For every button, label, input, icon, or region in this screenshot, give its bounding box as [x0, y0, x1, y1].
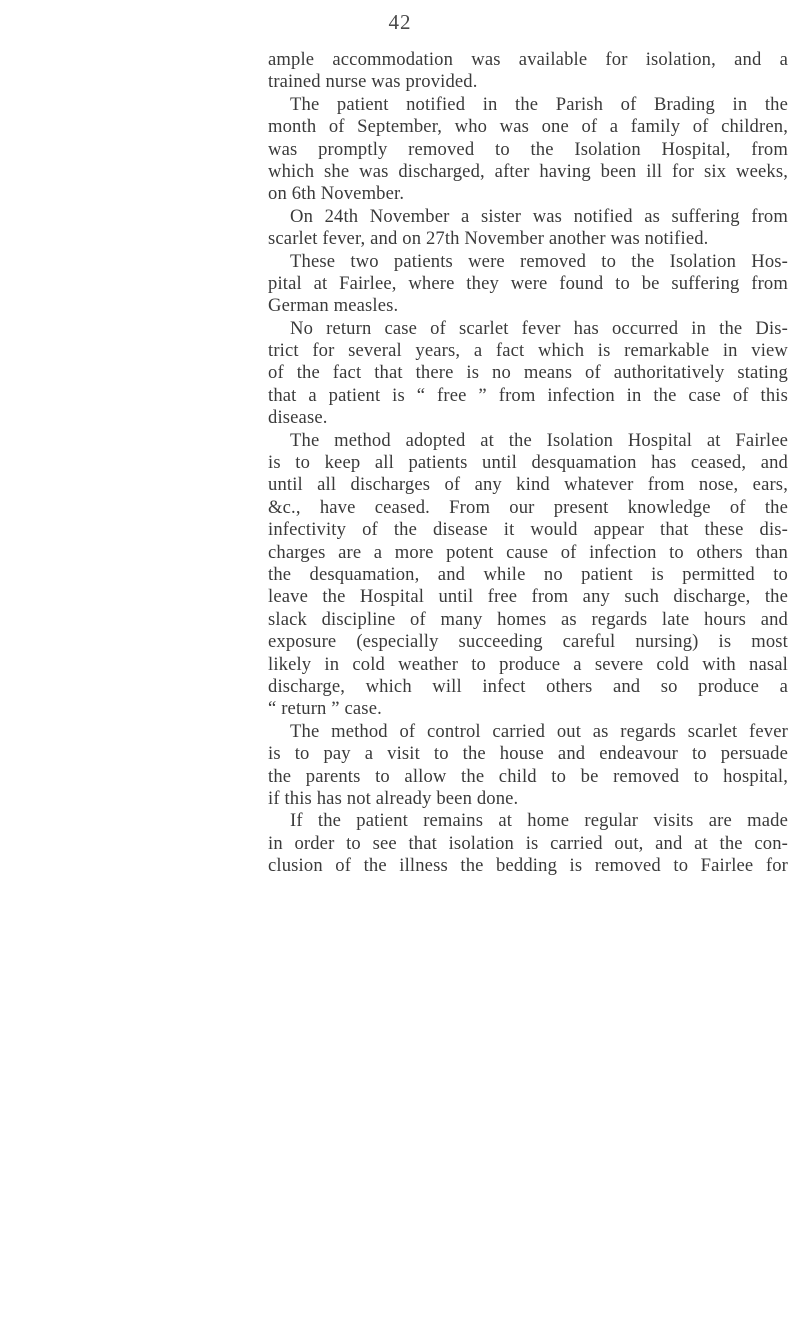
- text-line: charges are a more potent cause of infection to others than: [268, 541, 788, 563]
- text-line: of the fact that there is no means of authoritatively stating: [268, 362, 788, 384]
- text-line: The method adopted at the Isolation Hospital at Fairlee: [290, 429, 788, 451]
- text-line: “ return ” case.: [268, 698, 382, 720]
- text-line: German measles.: [268, 295, 399, 317]
- text-line: trained nurse was provided.: [268, 71, 478, 93]
- text-line: exposure (especially succeeding careful nursing) is most: [268, 631, 788, 653]
- text-line: The patient notified in the Parish of Brading in the: [290, 93, 788, 115]
- text-line: is to keep all patients until desquamation has ceased, and: [268, 452, 788, 474]
- text-line: clusion of the illness the bedding is removed to Fairlee for: [268, 855, 788, 877]
- text-line: If the patient remains at home regular visits are made: [290, 810, 788, 832]
- text-line: trict for several years, a fact which is remarkable in view: [268, 340, 788, 362]
- text-line: These two patients were removed to the Isolation Hos-: [290, 250, 788, 272]
- text-line: No return case of scarlet fever has occurred in the Dis-: [290, 317, 788, 339]
- text-line: was promptly removed to the Isolation Hospital, from: [268, 138, 788, 160]
- text-line: which she was discharged, after having been ill for six weeks,: [268, 160, 788, 182]
- text-line: the desquamation, and while no patient is permitted to: [268, 563, 788, 585]
- body-text: [268, 49, 788, 877]
- text-line: likely in cold weather to produce a severe cold with nasal: [268, 653, 788, 675]
- text-line: discharge, which will infect others and so produce a: [268, 675, 788, 697]
- text-line: ample accommodation was available for isolation, and a: [268, 49, 788, 70]
- text-line: is to pay a visit to the house and endeavour to persuade: [268, 743, 788, 765]
- text-line: disease.: [268, 407, 328, 429]
- text-line: that a patient is “ free ” from infection in the case of this: [268, 384, 788, 406]
- page-number: 42: [388, 10, 412, 34]
- text-line: until all discharges of any kind whatever from nose, ears,: [268, 474, 788, 496]
- text-line: leave the Hospital until free from any such discharge, the: [268, 586, 788, 608]
- text-line: On 24th November a sister was notified as suffering from: [290, 205, 788, 227]
- text-line: The method of control carried out as regards scarlet fever: [290, 720, 788, 742]
- text-line: in order to see that isolation is carried out, and at the con-: [268, 832, 788, 854]
- text-line: scarlet fever, and on 27th November another was notified.: [268, 228, 709, 250]
- text-line: if this has not already been done.: [268, 787, 519, 809]
- text-line: slack discipline of many homes as regards late hours and: [268, 608, 788, 630]
- text-line: month of September, who was one of a family of children,: [268, 116, 788, 138]
- text-line: infectivity of the disease it would appear that these dis-: [268, 519, 788, 541]
- text-line: &c., have ceased. From our present knowledge of the: [268, 496, 788, 518]
- text-line: on 6th November.: [268, 183, 405, 205]
- text-line: the parents to allow the child to be removed to hospital,: [268, 765, 788, 787]
- text-line: pital at Fairlee, where they were found to be suffering from: [268, 272, 788, 294]
